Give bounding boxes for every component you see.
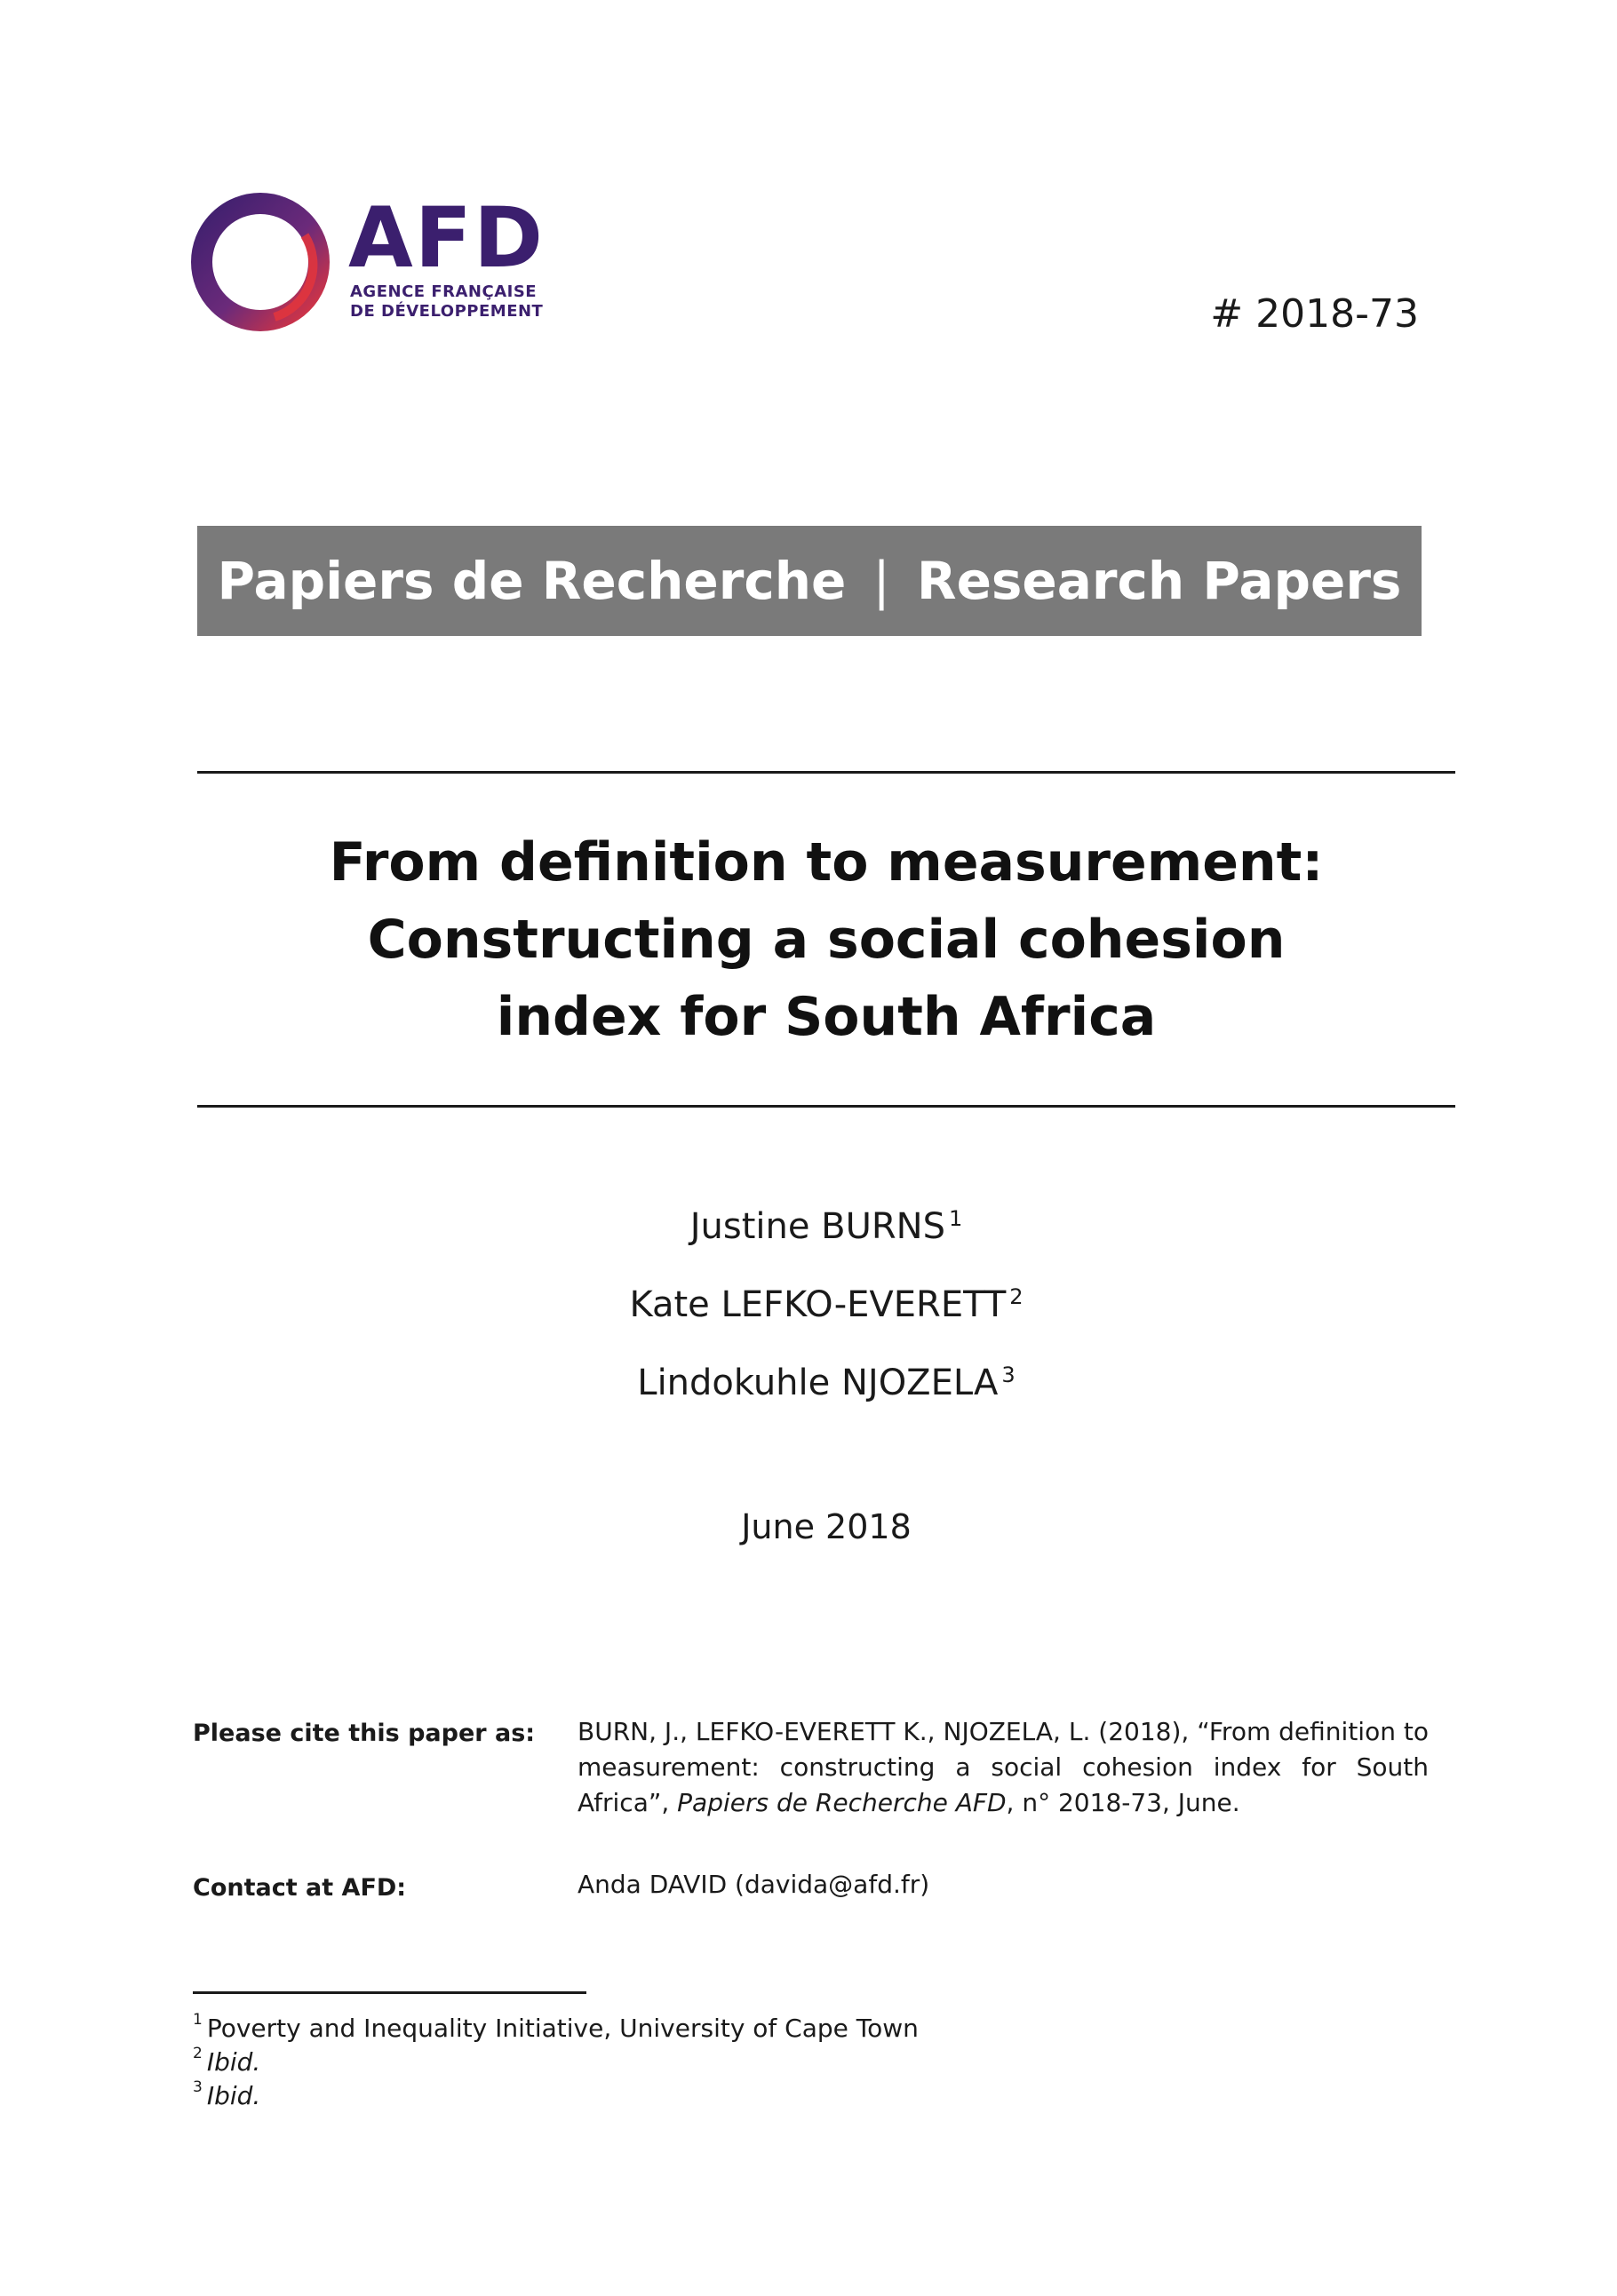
author-name: Kate LEFKO-EVERETT — [629, 1284, 1007, 1325]
author-name: Lindokuhle NJOZELA — [637, 1363, 999, 1403]
footnote-number: 2 — [193, 2045, 203, 2062]
author-name: Justine BURNS — [689, 1206, 945, 1247]
paper-number: # 2018-73 — [1210, 291, 1419, 337]
footnote-text: Poverty and Inequality Initiative, University of Cape Town — [206, 2014, 919, 2043]
citation-label: Please cite this paper as: — [193, 1720, 536, 1747]
author — [197, 1286, 1455, 1323]
banner-right-label: Research Papers — [916, 551, 1402, 611]
footnote — [193, 2046, 260, 2075]
author — [197, 1364, 1455, 1401]
author-footnote-ref[interactable]: 2 — [1009, 1284, 1024, 1309]
title-rule-top — [197, 771, 1455, 774]
publication-date: June 2018 — [741, 1507, 912, 1546]
title-line: From definition to measurement: — [329, 831, 1324, 894]
author — [197, 1206, 1455, 1247]
logo-name: AFD — [348, 190, 545, 287]
afd-logo-ring-icon — [189, 191, 331, 333]
footnote-text: Ibid. — [206, 2081, 261, 2110]
title-line: index for South Africa — [496, 986, 1157, 1048]
logo-subtitle-line1: AGENCE FRANÇAISE — [350, 282, 538, 301]
contact-label: Contact at AFD: — [193, 1874, 407, 1902]
footnote-rule — [193, 1991, 586, 1994]
footnote — [193, 2080, 260, 2109]
logo-subtitle-line2: DE DÉVELOPPEMENT — [350, 302, 544, 321]
paper-title — [197, 824, 1455, 1056]
contact-text[interactable]: Anda DAVID (davida@afd.fr) — [578, 1870, 930, 1899]
title-line: Constructing a social cohesion — [367, 909, 1286, 971]
footnote-number: 1 — [193, 2011, 203, 2029]
banner-separator: | — [872, 551, 890, 611]
citation-text — [578, 1714, 1429, 1821]
banner-left-label: Papiers de Recherche — [217, 551, 847, 611]
title-rule-bottom — [197, 1105, 1455, 1108]
citation-italic: Papiers de Recherche AFD — [677, 1788, 1007, 1817]
author-footnote-ref[interactable]: 3 — [1001, 1363, 1016, 1387]
footnote — [193, 2013, 919, 2041]
footnote-number: 3 — [193, 2078, 203, 2096]
series-banner — [197, 526, 1422, 636]
citation-end: , n° 2018-73, June. — [1006, 1788, 1240, 1817]
author-footnote-ref[interactable]: 1 — [949, 1206, 963, 1231]
citation-main: BURN, J., LEFKO-EVERETT K., NJOZELA, L. (2018), “From definition to measurement: constructing a social cohesion index for South Africa”, — [578, 1717, 1429, 1817]
footnote-text: Ibid. — [206, 2047, 261, 2077]
